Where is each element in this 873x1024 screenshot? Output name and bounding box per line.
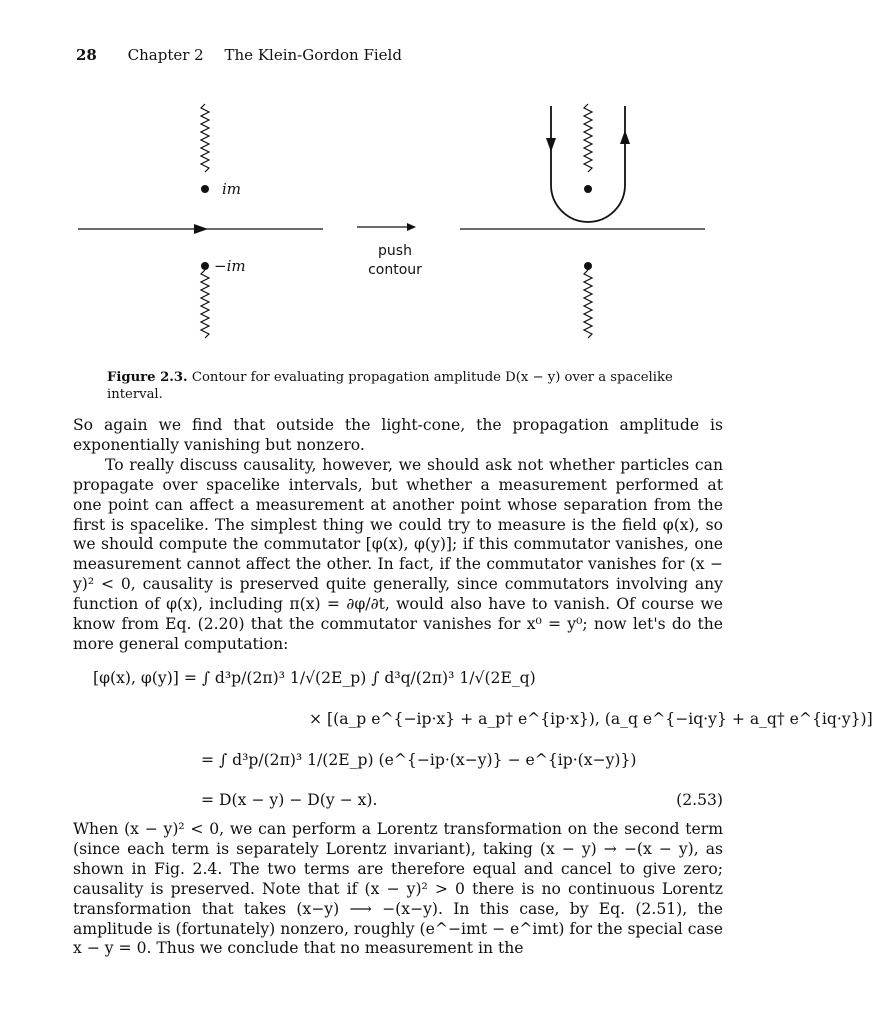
contour-arrow-up: [620, 130, 630, 144]
equation-line-2: × [(a_p e^{−ip·x} + a_p† e^{ip·x}), (a_q e^{−iq·y} + a_q† e^{iq·y})]: [309, 710, 873, 728]
equation-number: (2.53): [676, 791, 723, 809]
branch-cut-upper-right: [584, 104, 592, 172]
label-neg-im: −im: [214, 257, 246, 275]
pole-lower-right: [584, 262, 592, 270]
label-im: im: [222, 180, 242, 198]
body-text-lower: [73, 820, 723, 959]
equation-2-53: [73, 655, 873, 815]
paragraph-1: So again we find that outside the light-cone, the propagation amplitude is exponentially vanishing but nonzero.: [73, 416, 723, 454]
paragraph-2: To really discuss causality, however, we should ask not whether particles can propagate over spacelike intervals, but whether a measurement performed at one point can affect a measurement at another point whose separation from the first is spacelike. The simplest thing we could try to measure is the field φ(x), so we should compute the commutator [φ(x), φ(y)]; if this commutator vanishes, one measurement cannot affect the other. In fact, if the commutator vanishes for (x − y)² < 0, causality is preserved quite generally, since commutators involving any function of φ(x), including π(x) = ∂φ/∂t, would also have to vanish. Of course we know from Eq. (2.20) that the commutator vanishes for x⁰ = y⁰; now let's do the more general computation:: [73, 455, 723, 653]
chapter-label: Chapter 2: [127, 46, 204, 64]
body-text-upper: [73, 416, 723, 655]
push-arrowhead: [407, 223, 416, 231]
running-header: [76, 46, 402, 64]
caption-label: Figure 2.3.: [107, 370, 188, 385]
wrapped-contour: [551, 106, 625, 222]
equation-line-3: = ∫ d³p/(2π)³ 1/(2E_p) (e^{−ip·(x−y)} − e^{ip·(x−y)}): [201, 751, 637, 769]
pole-upper-right: [584, 185, 592, 193]
branch-cut-lower-left: [201, 270, 209, 338]
contour-arrow-left: [194, 224, 208, 234]
equation-line-4: = D(x − y) − D(y − x).: [201, 791, 378, 809]
push-label: push: [378, 243, 412, 259]
page-number: 28: [76, 46, 97, 64]
figure-caption: [107, 369, 699, 403]
contour-label: contour: [368, 262, 422, 278]
equation-line-1: [φ(x), φ(y)] = ∫ d³p/(2π)³ 1/√(2E_p) ∫ d³q/(2π)³ 1/√(2E_q): [93, 669, 536, 687]
figure-contour: [0, 90, 768, 365]
paragraph-3: When (x − y)² < 0, we can perform a Lorentz transformation on the second term (since each term is separately Lorentz invariant), taking (x − y) → −(x − y), as shown in Fig. 2.4. The two terms are therefore equal and cancel to give zero; causality is preserved. Note that if (x − y)² > 0 there is no continuous Lorentz transformation that takes (x−y) ⟶ −(x−y). In this case, by Eq. (2.51), the amplitude is (fortunately) nonzero, roughly (e^−imt − e^imt) for the special case x − y = 0. Thus we conclude that no measurement in the: [73, 820, 723, 958]
branch-cut-upper-left: [201, 104, 209, 172]
branch-cut-lower-right: [584, 270, 592, 338]
chapter-title: The Klein-Gordon Field: [224, 46, 402, 64]
caption-text: Contour for evaluating propagation amplitude D(x − y) over a spacelike interval.: [107, 370, 673, 402]
contour-arrow-down: [546, 138, 556, 152]
pole-lower-left: [201, 262, 209, 270]
pole-upper-left: [201, 185, 209, 193]
